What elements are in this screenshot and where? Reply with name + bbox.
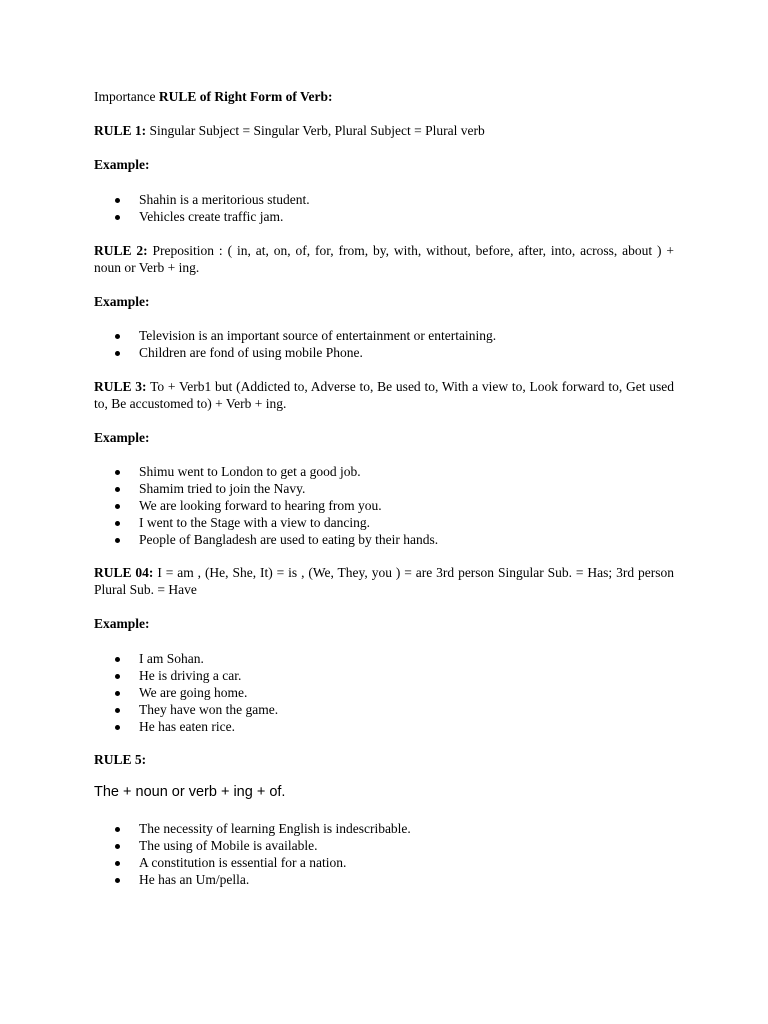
rule-2 [94,242,674,276]
rule-3-example-list [94,463,674,548]
bullet-icon [115,351,120,356]
rule-4 [94,564,674,598]
bullet-icon [115,215,120,220]
list-item: I am Sohan. [94,650,674,667]
document-title [94,88,674,105]
rule-4-example-label: Example: [94,616,150,631]
rule-2-example-list [94,327,674,361]
rule-1-label: RULE 1: [94,123,147,138]
list-item: The using of Mobile is available. [94,837,674,854]
bullet-icon [115,487,120,492]
bullet-icon [115,334,120,339]
rule-1-example-list [94,191,674,225]
list-item: He has eaten rice. [94,718,674,735]
list-item: A constitution is essential for a nation. [94,854,674,871]
rule-4-example-list [94,650,674,735]
list-item: He has an Um/pella. [94,871,674,888]
bullet-icon [115,504,120,509]
list-item: Shamim tried to join the Navy. [94,480,674,497]
bullet-icon [115,470,120,475]
list-item: Shahin is a meritorious student. [94,191,674,208]
rule-5-text: The + noun or verb + ing + of. [94,784,286,800]
rule-2-example-label: Example: [94,294,150,309]
bullet-icon [115,691,120,696]
rule-5 [94,751,674,768]
bullet-icon [115,674,120,679]
rule-2-label: RULE 2: [94,243,148,258]
list-item: Children are fond of using mobile Phone. [94,344,674,361]
list-item: We are going home. [94,684,674,701]
rule-3-label: RULE 3: [94,379,147,394]
bullet-icon [115,878,120,883]
rule-2-text: Preposition : ( in, at, on, of, for, from, by, with, without, before, after, into, across, about ) + noun or Verb + ing. [94,243,674,275]
list-item: He is driving a car. [94,667,674,684]
list-item: I went to the Stage with a view to dancing. [94,514,674,531]
rule-4-text: I = am , (He, She, It) = is , (We, They, you ) = are 3rd person Singular Sub. = Has; 3rd person Plural Sub. = Have [94,565,674,597]
rule-3 [94,378,674,412]
list-item: Shimu went to London to get a good job. [94,463,674,480]
bullet-icon [115,198,120,203]
title-prefix: Importance [94,89,159,104]
rule-1-example-label: Example: [94,157,150,172]
bullet-icon [115,521,120,526]
list-item: Vehicles create traffic jam. [94,208,674,225]
rule-3-example-label: Example: [94,430,150,445]
bullet-icon [115,827,120,832]
list-item: We are looking forward to hearing from you. [94,497,674,514]
bullet-icon [115,844,120,849]
list-item: People of Bangladesh are used to eating by their hands. [94,531,674,548]
list-item: They have won the game. [94,701,674,718]
rule-1 [94,122,674,139]
rule-1-text: Singular Subject = Singular Verb, Plural Subject = Plural verb [146,123,485,138]
title-bold: RULE of Right Form of Verb: [158,89,333,104]
rule-4-label: RULE 04: [94,565,154,580]
bullet-icon [115,657,120,662]
list-item: The necessity of learning English is indescribable. [94,820,674,837]
rule-5-label: RULE 5: [94,752,147,767]
bullet-icon [115,861,120,866]
list-item: Television is an important source of entertainment or entertaining. [94,327,674,344]
rule-3-text: To + Verb1 but (Addicted to, Adverse to, Be used to, With a view to, Look forward to, Get used to, Be accustomed to) + Verb + ing. [94,379,674,411]
bullet-icon [115,708,120,713]
bullet-icon [115,725,120,730]
bullet-icon [115,538,120,543]
rule-5-example-list [94,820,674,888]
